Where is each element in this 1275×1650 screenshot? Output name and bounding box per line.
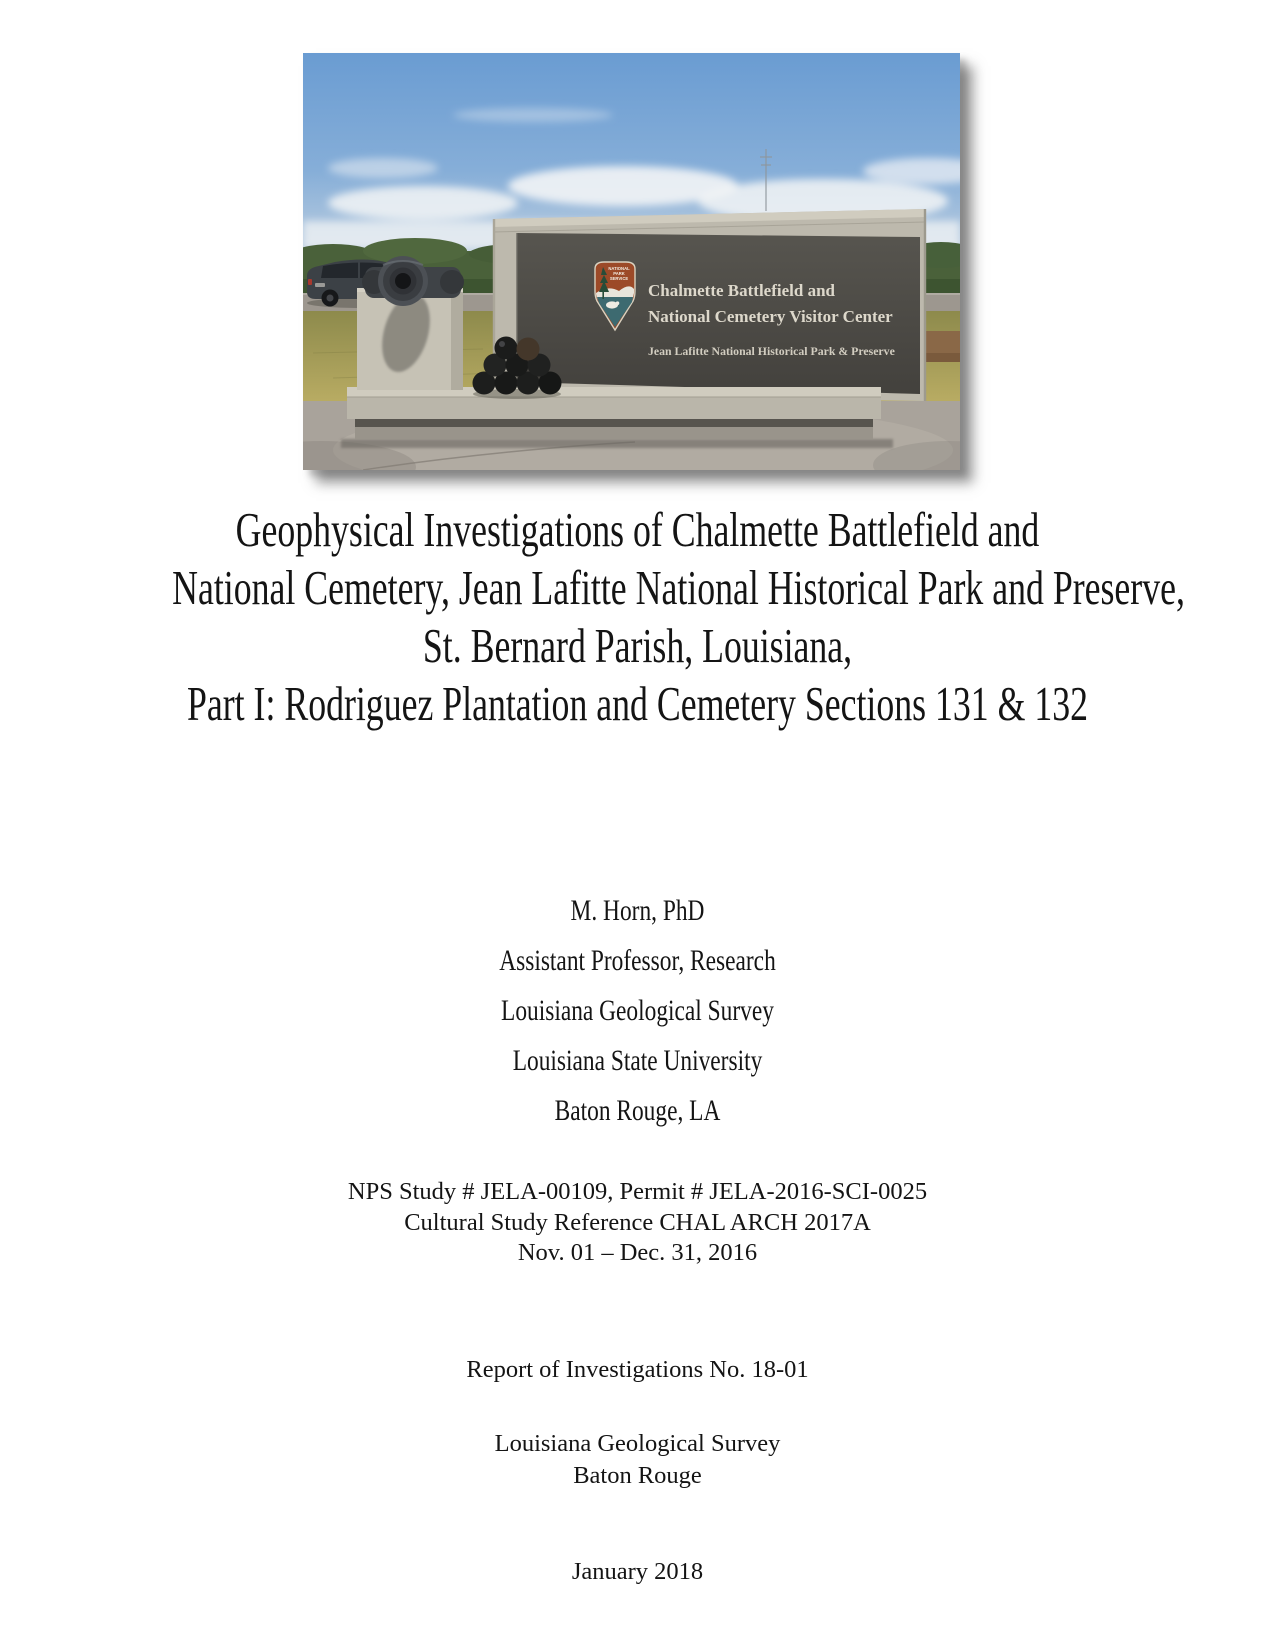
- study-permit-line: NPS Study # JELA-00109, Permit # JELA-2016-SCI-0025: [347, 1178, 928, 1205]
- study-permit-block: [0, 1177, 1275, 1269]
- sign-subtitle: Jean Lafitte National Historical Park & Preserve: [648, 344, 895, 358]
- title-line-4: Part I: Rodriguez Plantation and Cemetery Sections 131 & 132: [186, 676, 1089, 731]
- study-date-range: Nov. 01 – Dec. 31, 2016: [517, 1239, 758, 1266]
- nps-logo-text-line2: PARK: [613, 271, 625, 276]
- report-series-number: Report of Investigations No. 18-01: [466, 1356, 809, 1383]
- study-reference-line: Cultural Study Reference CHAL ARCH 2017A: [404, 1208, 871, 1236]
- author-role: Assistant Professor, Research: [499, 944, 776, 977]
- author-organization: Louisiana Geological Survey: [501, 994, 774, 1027]
- publisher-block: [0, 1428, 1275, 1492]
- nps-logo-text-line1: NATIONAL: [608, 266, 630, 271]
- title-line-2: National Cemetery, Jean Lafitte National Historical Park and Preserve,: [172, 560, 1185, 615]
- author-block: [0, 886, 1275, 1136]
- base-platform: [341, 387, 893, 448]
- report-title: [0, 501, 1275, 733]
- author-university: Louisiana State University: [512, 1044, 763, 1077]
- publisher-city: Baton Rouge: [573, 1462, 702, 1489]
- sign-title-line2: National Cemetery Visitor Center: [648, 307, 893, 326]
- cover-photo-illustration: [303, 53, 960, 470]
- publisher-name: Louisiana Geological Survey: [494, 1430, 781, 1457]
- sign-title-line1: Chalmette Battlefield and: [648, 281, 835, 300]
- author-name: M. Horn, PhD: [570, 894, 705, 927]
- cover-photo: [303, 53, 960, 470]
- title-line-3: St. Bernard Parish, Louisiana,: [422, 618, 853, 673]
- nps-logo-text-line3: SERVICE: [609, 276, 629, 281]
- title-line-1: Geophysical Investigations of Chalmette Battlefield and: [235, 502, 1040, 557]
- publication-date: January 2018: [571, 1558, 704, 1585]
- author-location: Baton Rouge, LA: [554, 1094, 721, 1127]
